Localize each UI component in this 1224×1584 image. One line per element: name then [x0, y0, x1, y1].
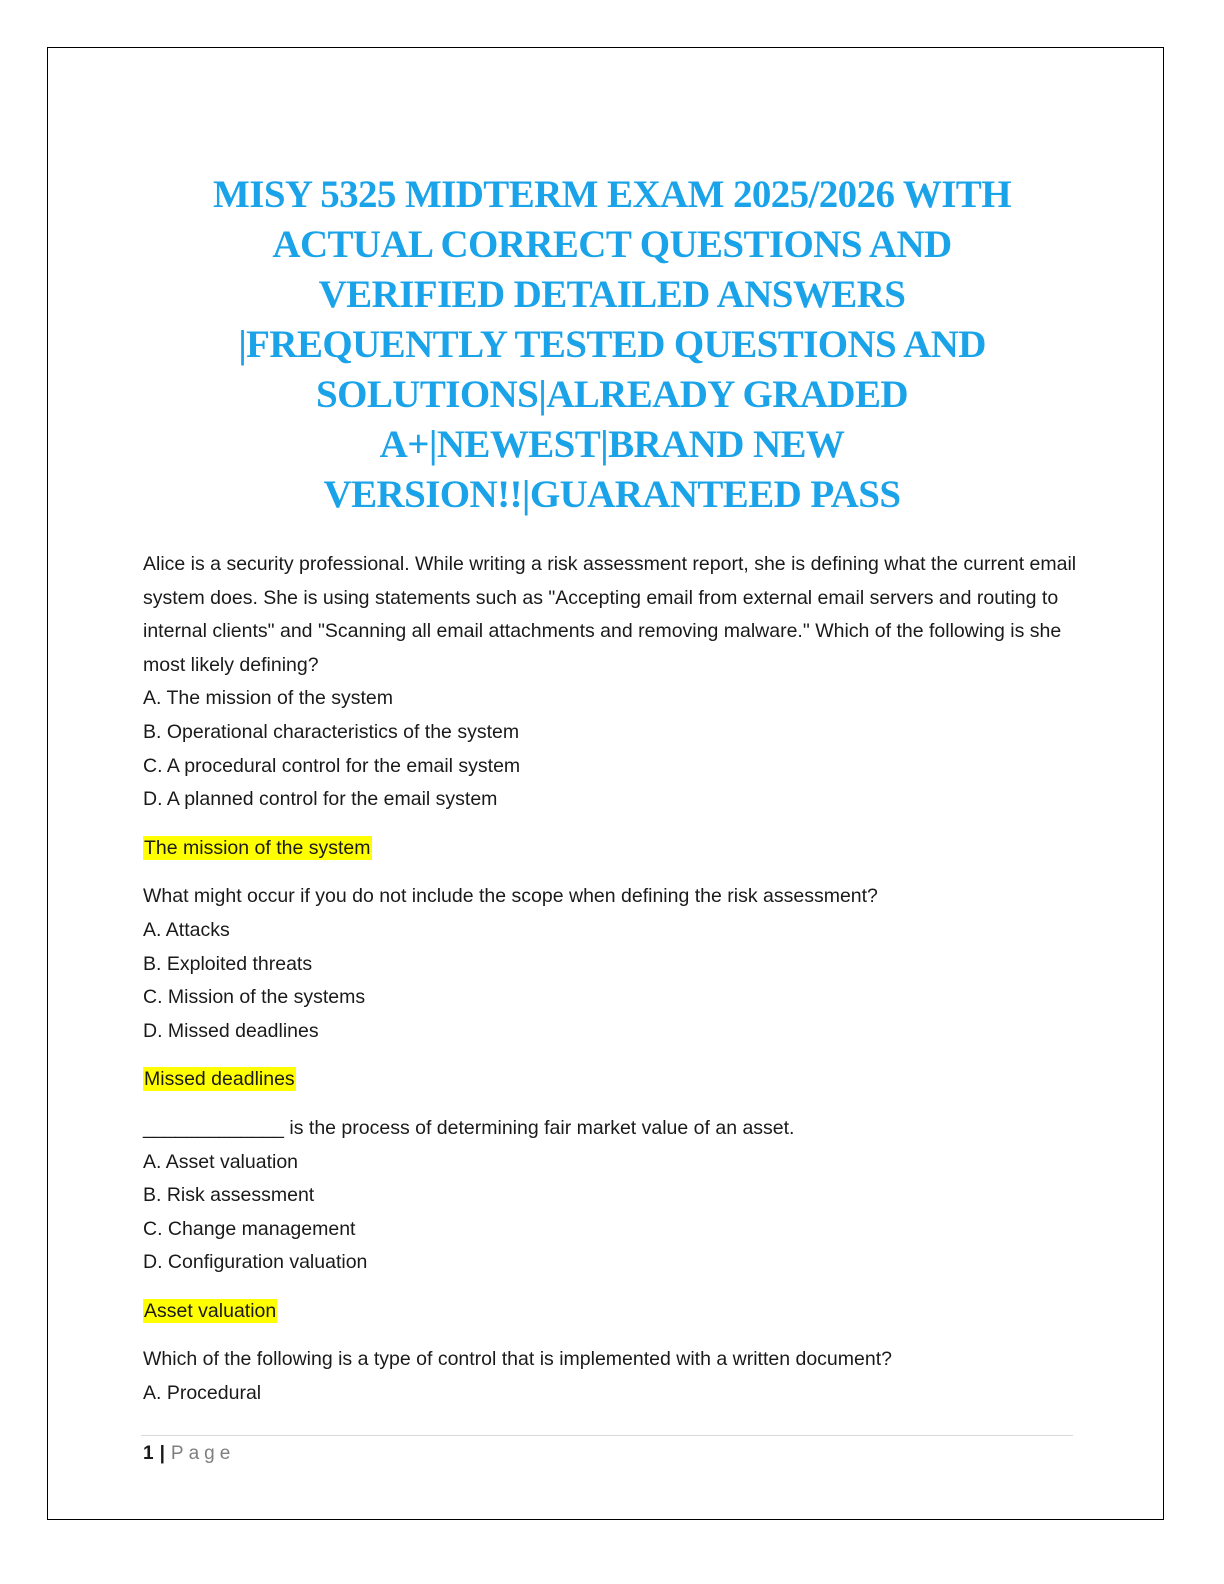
answer-option: C. Mission of the systems: [143, 986, 366, 1009]
question-text: Alice is a security professional. While writing a risk assessment report, she is defining what the current email system does. She is using statements such as "Accepting email from external email servers and routing to internal clients" and "Scanning all email attachments and removing malware." Which of the following is she most likely defining?: [143, 553, 1077, 676]
question-text: _____________ is the process of determining fair market value of an asset.: [143, 1116, 795, 1139]
answer-option: B. Risk assessment: [143, 1184, 315, 1207]
question-block: [143, 1112, 1078, 1280]
title-line: |FREQUENTLY TESTED QUESTIONS AND: [238, 323, 986, 366]
answer-option: B. Operational characteristics of the system: [143, 720, 520, 743]
question-block: [143, 880, 1078, 1048]
question-text: Which of the following is a type of control that is implemented with a written document?: [143, 1348, 892, 1371]
answer-option: A. Attacks: [143, 918, 230, 941]
document-body: [143, 548, 1078, 1426]
answer-option: C. Change management: [143, 1217, 356, 1240]
answer-option: D. Configuration valuation: [143, 1251, 368, 1274]
title-line: VERIFIED DETAILED ANSWERS: [318, 273, 906, 316]
page-label: Page: [170, 1443, 236, 1464]
answer-option: D. A planned control for the email system: [143, 788, 498, 811]
title-line: MISY 5325 MIDTERM EXAM 2025/2026 WITH: [213, 173, 1011, 216]
answer-option: A. The mission of the system: [143, 687, 393, 710]
question-block: [143, 548, 1078, 817]
footer-divider: [141, 1435, 1073, 1436]
answer-option: D. Missed deadlines: [143, 1019, 319, 1042]
answer-option: C. A procedural control for the email system: [143, 754, 521, 777]
highlighted-answer: Missed deadlines: [144, 1068, 295, 1091]
document-title: [120, 170, 1104, 520]
correct-answer-line: [143, 1063, 1078, 1097]
title-line: VERSION!!|GUARANTEED PASS: [323, 473, 901, 516]
question-block: [143, 1343, 1078, 1410]
answer-option: B. Exploited threats: [143, 952, 313, 975]
correct-answer-line: [143, 1295, 1078, 1329]
title-line: A+|NEWEST|BRAND NEW: [379, 423, 845, 466]
title-line: ACTUAL CORRECT QUESTIONS AND: [272, 223, 952, 266]
answer-option: A. Asset valuation: [143, 1150, 299, 1173]
highlighted-answer: The mission of the system: [144, 836, 371, 859]
question-text: What might occur if you do not include the scope when defining the risk assessment?: [143, 885, 878, 908]
title-line: SOLUTIONS|ALREADY GRADED: [316, 373, 908, 416]
page-footer: [143, 1440, 235, 1468]
answer-option: A. Procedural: [143, 1382, 262, 1405]
correct-answer-line: [143, 832, 1078, 866]
footer-separator: |: [159, 1443, 165, 1464]
highlighted-answer: Asset valuation: [144, 1299, 277, 1322]
page-number: 1: [143, 1443, 154, 1464]
